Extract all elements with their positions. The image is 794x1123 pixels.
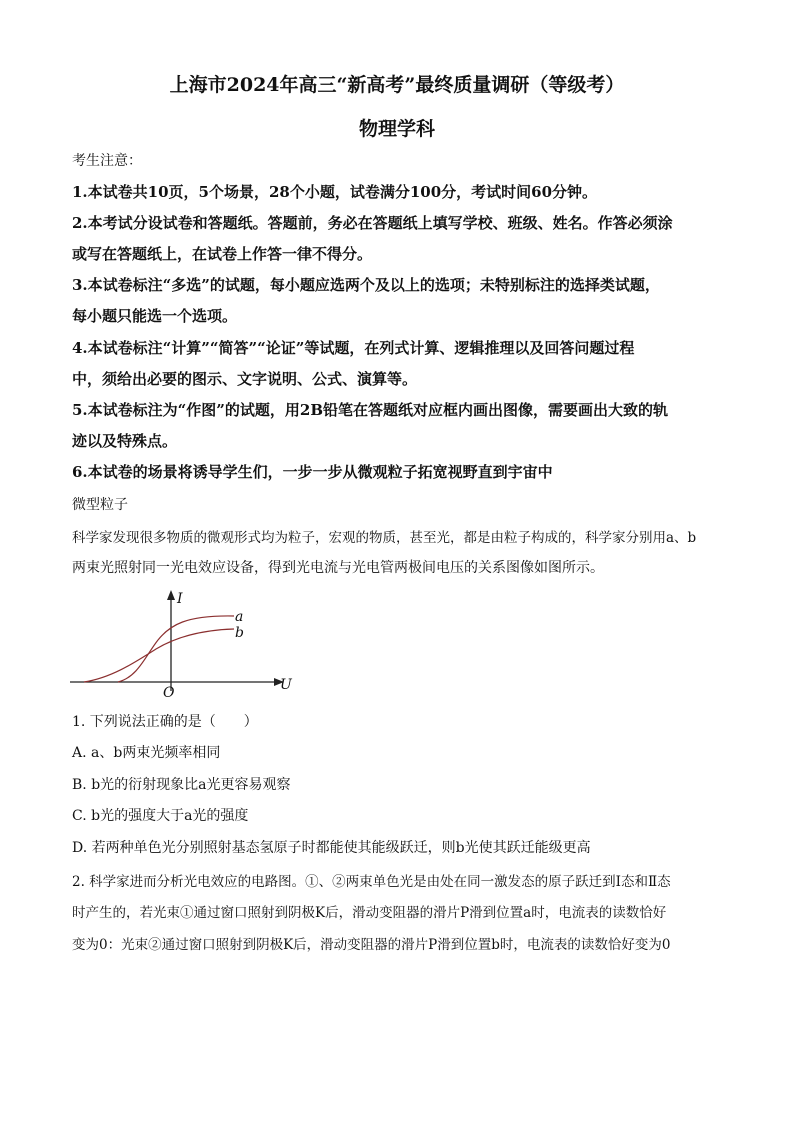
- q1-option-d: D. 若两种单色光分别照射基态氢原子时都能使其能级跃迁，则b光使其跃迁能级更高: [72, 840, 591, 856]
- notice-line-9: 迹以及特殊点。: [72, 432, 178, 450]
- q1-option-b: B. b光的衍射现象比a光更容易观察: [72, 777, 291, 793]
- u-axis-label: U: [280, 677, 292, 693]
- exam-title: 上海市2024年高三“新高考”最终质量调研（等级考）: [169, 74, 625, 96]
- notice-heading: 考生注意：: [72, 153, 142, 169]
- notice-line-6: 4.本试卷标注“计算”“简答”“论证”等试题，在列式计算、逻辑推理以及回答问题过程: [72, 339, 635, 357]
- photoelectric-iu-graph: [66, 585, 296, 697]
- notice-line-7: 中，须给出必要的图示、文字说明、公式、演算等。: [72, 370, 418, 388]
- q2-line-2: 时产生的，若光束①通过窗口照射到阴极K后，滑动变阻器的滑片P滑到位置a时，电流表的读数恰好: [72, 905, 667, 921]
- curve-b-label: b: [235, 625, 244, 641]
- q1-option-a: A. a、b两束光频率相同: [72, 745, 221, 761]
- notice-line-10: 6.本试卷的场景将诱导学生们，一步一步从微观粒子拓宽视野直到宇宙中: [72, 463, 553, 481]
- notice-line-2: 2.本考试分设试卷和答题纸。答题前，务必在答题纸上填写学校、班级、姓名。作答必须涂: [72, 214, 673, 232]
- scene-intro-line-2: 两束光照射同一光电效应设备，得到光电流与光电管两极间电压的关系图像如图所示。: [72, 560, 604, 576]
- q2-line-1: 2. 科学家进而分析光电效应的电路图。①、②两束单色光是由处在同一激发态的原子跃迁到Ⅰ态和Ⅱ态: [72, 874, 671, 890]
- q2-line-3: 变为0：光束②通过窗口照射到阴极K后，滑动变阻器的滑片P滑到位置b时，电流表的读数恰好变为0: [72, 937, 671, 953]
- origin-label: O: [163, 685, 175, 697]
- notice-line-3: 或写在答题纸上，在试卷上作答一律不得分。: [72, 245, 373, 263]
- i-axis-label: I: [177, 591, 183, 607]
- curve-b: [84, 629, 234, 682]
- q1-stem: 1. 下列说法正确的是（ ）: [72, 714, 258, 730]
- curve-a: [118, 616, 234, 682]
- subject-title: 物理学科: [358, 118, 435, 140]
- scene-intro-line-1: 科学家发现很多物质的微观形式均为粒子，宏观的物质，甚至光，都是由粒子构成的，科学家分别用a、b: [72, 530, 697, 546]
- notice-line-4: 3.本试卷标注“多选”的试题，每小题应选两个及以上的选项；未特别标注的选择类试题，: [72, 276, 660, 294]
- i-axis-arrow: [167, 590, 175, 600]
- notice-line-1: 1.本试卷共10页，5个场景，28个小题，试卷满分100分，考试时间60分钟。: [72, 183, 598, 201]
- notice-line-8: 5.本试卷标注为“作图”的试题，用2B铅笔在答题纸对应框内画出图像，需要画出大致的轨: [72, 401, 669, 419]
- notice-line-5: 每小题只能选一个选项。: [72, 307, 238, 325]
- scene-title: 微型粒子: [72, 497, 128, 513]
- curve-a-label: a: [235, 609, 244, 625]
- q1-option-c: C. b光的强度大于a光的强度: [72, 808, 249, 824]
